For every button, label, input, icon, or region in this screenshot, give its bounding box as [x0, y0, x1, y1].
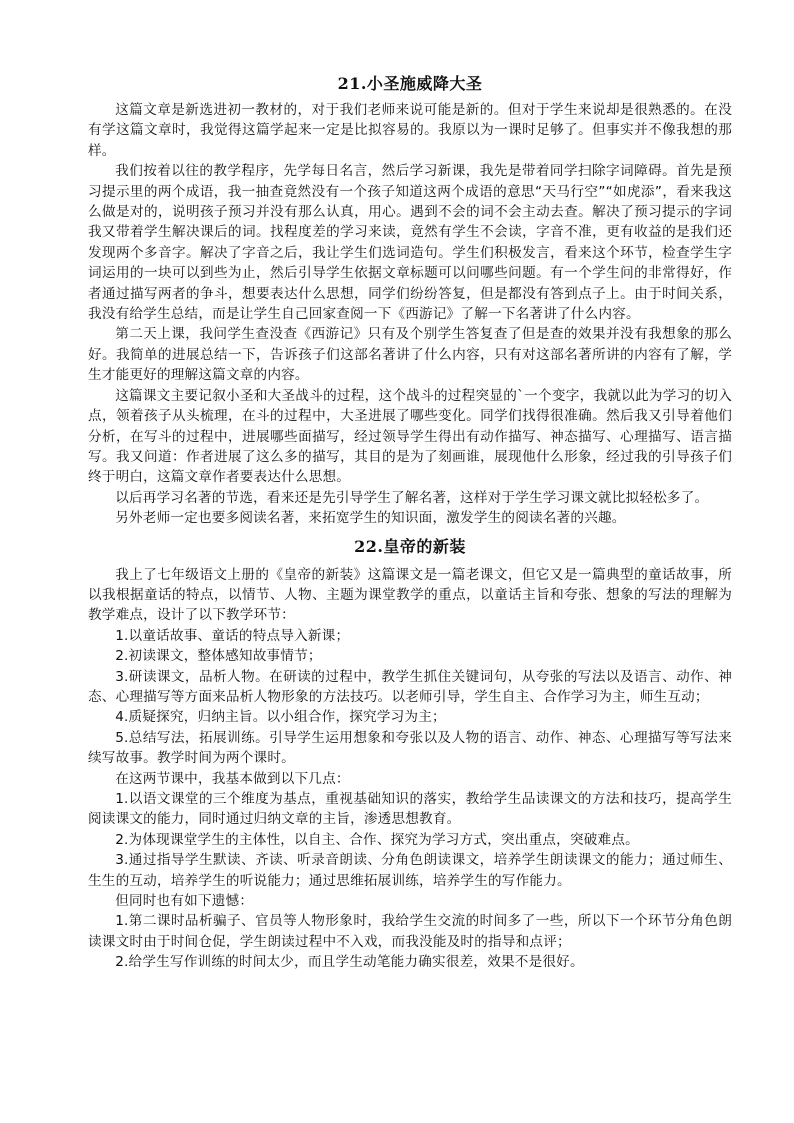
- list-item: 2.为体现课堂学生的主体性，以自主、合作、探究为学习方式，突出重点，突破难点。: [115, 831, 639, 848]
- list-item: 1.以童话故事、童话的特点导入新课；: [115, 627, 350, 644]
- paragraph: 我上了七年级语文上册的《皇帝的新装》这篇课文是一篇老课文，但它又是一篇典型的童话故事，所以我根据童话的特点，以情节、人物、主题为课堂教学的重点，以童话主旨和夸张、想象的写法的理解为教学难点，设计了以下教学环节：: [88, 566, 732, 624]
- list-item: 3.研读课文，品析人物。在研读的过程中，教学生抓住关键词句，从夸张的写法以及语言、动作、神态、心理描写等方面来品析人物形象的方法技巧。以老师引导，学生自主、合作学习为主，师生互动；: [88, 668, 732, 705]
- paragraph: 以后再学习名著的节选，看来还是先引导学生了解名著，这样对于学生学习课文就比拟轻松多了。: [115, 489, 709, 506]
- paragraph: 另外老师一定也要多阅读名著，来拓宽学生的知识面，激发学生的阅读名著的兴趣。: [115, 510, 626, 527]
- section-body: [88, 565, 732, 973]
- paragraph: 但同时也有如下遗憾：: [115, 893, 254, 910]
- document-page: [88, 70, 732, 973]
- list-item: 4.质疑探究，归纳主旨。以小组合作，探究学习为主；: [115, 709, 446, 726]
- paragraph: 在这两节课中，我基本做到以下几点：: [115, 770, 350, 787]
- paragraph: 我们按着以往的教学程序，先学每日名言，然后学习新课，我先是带着同学扫除字词障碍。首先是预习提示里的两个成语，我一抽查竟然没有一个孩子知道这两个成语的意思“天马行空”“如虎添”，看来我这么做是对的，说明孩子预习并没有那么认真，用心。遇到不会的词不会主动去查。解决了预习提示的字词我又带着学生解决课后的词。找程度差的学习来读，竟然有学生不会读，字音不准，更有收益的是我们还发现两个多音字。解决了字音之后，我让学生们选词造句。学生们积极发言，看来这个环节，检查学生字词运用的一块可以到些为止，然后引导学生依据文章标题可以问哪些问题。有一个学生问的非常得好，作者通过描写两者的争斗，想要表达什么思想，同学们纷纷答复，但是都没有答到点子上。由于时间关系，我没有给学生总结，而是让学生自己回家查阅一下《西游记》了解一下名著讲了什么内容。: [88, 163, 732, 323]
- list-item: 5.总结写法，拓展训练。引导学生运用想象和夸张以及人物的语言、动作、神态、心理描写等写法来续写故事。教学时间为两个课时。: [88, 729, 732, 767]
- list-item: 2.给学生写作训练的时间太少，而且学生动笔能力确实很差，效果不是很好。: [115, 954, 584, 971]
- list-item: 3.通过指导学生默读、齐读、听录音朗读、分角色朗读课文，培养学生朗读课文的能力；通过师生、生生的互动，培养学生的听说能力；通过思维拓展训练，培养学生的写作能力。: [88, 852, 732, 889]
- paragraph: 这篇文章是新选进初一教材的，对于我们老师来说可能是新的。但对于学生来说却是很熟悉的。在没有学这篇文章时，我觉得这篇学起来一定是比拟容易的。我原以为一课时足够了。但事实并不像我想的那样。: [88, 102, 732, 159]
- list-item: 1.第二课时品析骗子、官员等人物形象时，我给学生交流的时间多了一些，所以下一个环节分角色朗读课文时由于时间仓促，学生朗读过程中不入戏，而我没能及时的指导和点评；: [88, 913, 732, 950]
- section-title: 22.皇帝的新装: [354, 536, 466, 556]
- section-body: [88, 100, 732, 529]
- list-item: 2.初读课文，整体感知故事情节；: [115, 648, 322, 665]
- list-item: 1.以语文课堂的三个维度为基点，重视基础知识的落实，教给学生品读课文的方法和技巧，提高学生阅读课文的能力，同时通过归纳文章的主旨，渗透思想教育。: [88, 791, 732, 828]
- paragraph: 第二天上课，我问学生查没查《西游记》只有及个别学生答复查了但是查的效果并没有我想象的那么好。我简单的进展总结一下，告诉孩子们这部名著讲了什么内容，只有对这部名著所讲的内容有了解，学生才能更好的理解这篇文章的内容。: [88, 326, 732, 384]
- paragraph: 这篇课文主要记叙小圣和大圣战斗的过程，这个战斗的过程突显的`一个变字，我就以此为学习的切入点，领着孩子从头梳理，在斗的过程中，大圣进展了哪些变化。同学们找得很准确。然后我又引导着他们分析，在写斗的过程中，进展哪些面描写，经过领导学生得出有动作描写、神态描写、心理描写、语言描写。我又问道：作者进展了这么多的描写，其目的是为了刻画谁，展现他什么形象，经过我的引导孩子们终于明白，这篇文章作者要表达什么思想。: [88, 387, 732, 486]
- section-title: 21.小圣施威降大圣: [337, 74, 483, 93]
